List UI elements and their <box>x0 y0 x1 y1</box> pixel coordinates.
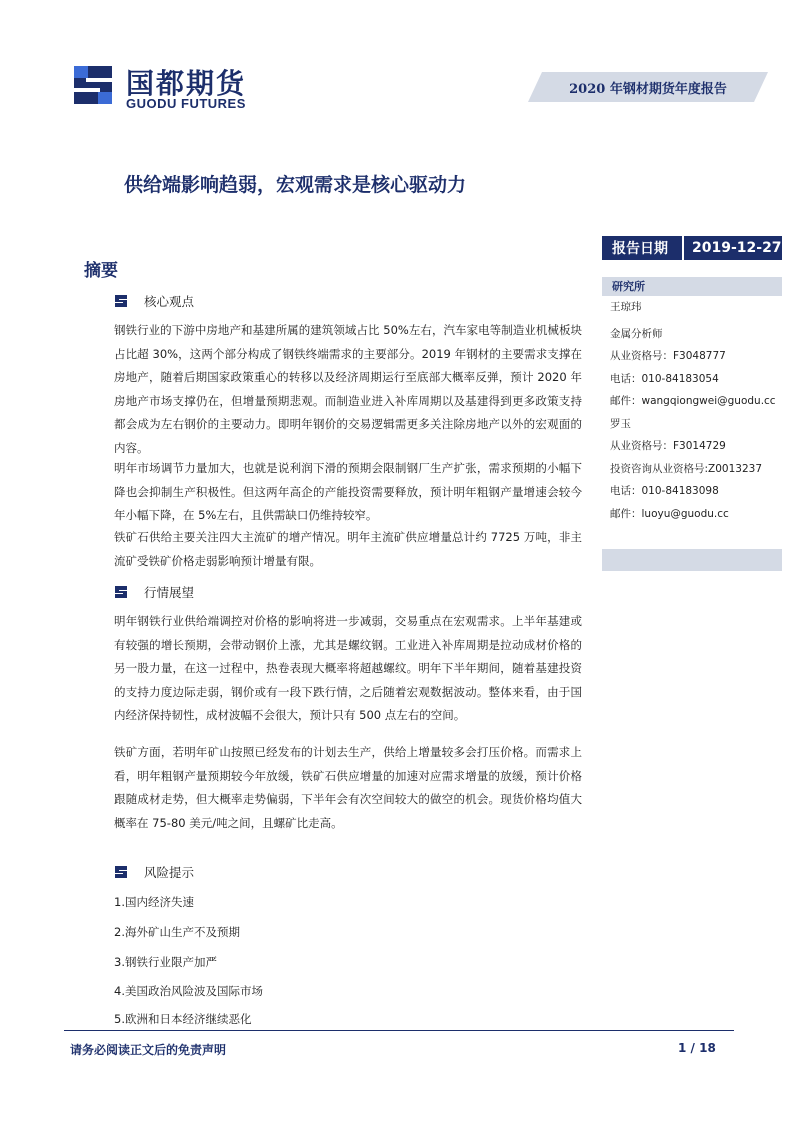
section-bullet-icon <box>114 865 128 879</box>
report-banner-text: 2020 年钢材期货年度报告 <box>569 82 727 97</box>
risk-item: 5.欧洲和日本经济继续恶化 <box>114 1012 252 1026</box>
guodu-logo-icon <box>68 60 118 110</box>
section-heading-outlook <box>114 583 194 601</box>
sidebar-bottom-bar <box>602 549 782 571</box>
analyst-line: 从业资格号：F3014729 <box>610 440 726 452</box>
logo-text-cn: 国都期货 <box>126 67 247 100</box>
analyst-line: 罗玉 <box>610 417 631 430</box>
analyst-info <box>610 296 790 525</box>
section-heading-text: 风险提示 <box>144 865 195 880</box>
institute-label: 研究所 <box>602 277 782 296</box>
outlook-paragraph: 铁矿方面，若明年矿山按照已经发布的计划去生产，供给上增量较多会打压价格。而需求上看，明年粗钢产量预期较今年放缓，铁矿石供应增量的加速对应需求增量的放缓，预计价格跟随成材走势，但大概率走势偏弱，下半年会有次空间较大的做空的机会。现货价格均值大概率在 75-80 美元/吨之间，且螺矿比走高。 <box>114 745 582 830</box>
core-paragraph: 钢铁行业的下游中房地产和基建所属的建筑领域占比 50%左右，汽车家电等制造业机械板块占比超 30%，这两个部分构成了钢铁终端需求的主要部分。2019 年钢材的主要需求支撑在房地产，随着后期国家政策重心的转移以及经济周期运行至底部大概率反弹，预计 2020 年房地产市场支撑仍在，但增量预期悲观。而制造业进入补库周期以及基建得到更多政策支持都会成为左右钢价的主要动力。即明年钢价的交易逻辑需更多关注除房地产以外的宏观面的内容。 <box>114 323 582 455</box>
outlook-paragraph: 明年钢铁行业供给端调控对价格的影响将进一步减弱，交易重点在宏观需求。上半年基建或有较强的增长预期，会带动钢价上涨，尤其是螺纹钢。工业进入补库周期是拉动成材价格的另一股力量，在这一过程中，热卷表现大概率将超越螺纹。明年下半年期间，随着基建投资的支持力度边际走弱，钢价或有一段下跌行情，之后随着宏观数据波动。整体来看，由于国内经济保持韧性，成材波幅不会很大，预计只有 500 点左右的空间。 <box>114 614 582 723</box>
footer-divider <box>64 1030 734 1031</box>
logo-text-en: GUODU FUTURES <box>126 96 246 111</box>
risk-item: 3.钢铁行业限产加严 <box>114 955 217 969</box>
section-heading-risk <box>114 863 194 881</box>
report-date-box <box>602 236 782 260</box>
analyst-line: 电话：010-84183054 <box>610 372 719 385</box>
analyst-line: 邮件：wangqiongwei@guodu.cc <box>610 395 776 407</box>
company-logo <box>68 60 268 116</box>
analyst-line: 邮件：luoyu@guodu.cc <box>610 507 729 520</box>
section-heading-text: 核心观点 <box>144 294 195 309</box>
report-date-label: 报告日期 <box>602 236 684 260</box>
analyst-line: 王琼玮 <box>610 301 642 313</box>
risk-item: 1.国内经济失速 <box>114 895 194 909</box>
report-banner <box>528 72 768 102</box>
section-bullet-icon <box>114 294 128 308</box>
risk-item: 2.海外矿山生产不及预期 <box>114 925 240 939</box>
risk-item: 4.美国政治风险波及国际市场 <box>114 984 263 998</box>
analyst-line: 电话：010-84183098 <box>610 485 719 497</box>
abstract-heading: 摘要 <box>84 261 118 281</box>
section-heading-core <box>114 292 194 310</box>
section-bullet-icon <box>114 585 128 599</box>
report-date-value: 2019-12-27 <box>692 240 782 256</box>
report-title: 供给端影响趋弱，宏观需求是核心驱动力 <box>124 174 467 196</box>
section-heading-text: 行情展望 <box>144 585 195 600</box>
page-number: 1 / 18 <box>678 1041 716 1055</box>
analyst-line: 从业资格号：F3048777 <box>610 350 726 362</box>
analyst-line: 投资咨询从业资格号:Z0013237 <box>610 462 762 475</box>
core-paragraph: 铁矿石供给主要关注四大主流矿的增产情况。明年主流矿供应增量总计约 7725 万吨，非主流矿受铁矿价格走弱影响预计增量有限。 <box>114 530 582 568</box>
footer-disclaimer: 请务必阅读正文后的免责声明 <box>70 1043 227 1057</box>
core-paragraph: 明年市场调节力量加大，也就是说利润下滑的预期会限制钢厂生产扩张，需求预期的小幅下降也会抑制生产积极性。但这两年高企的产能投资需要释放，预计明年粗钢产量增速会较今年小幅下降，在 5%左右，且供需缺口仍维持较窄。 <box>114 461 582 523</box>
analyst-line: 金属分析师 <box>610 327 663 340</box>
